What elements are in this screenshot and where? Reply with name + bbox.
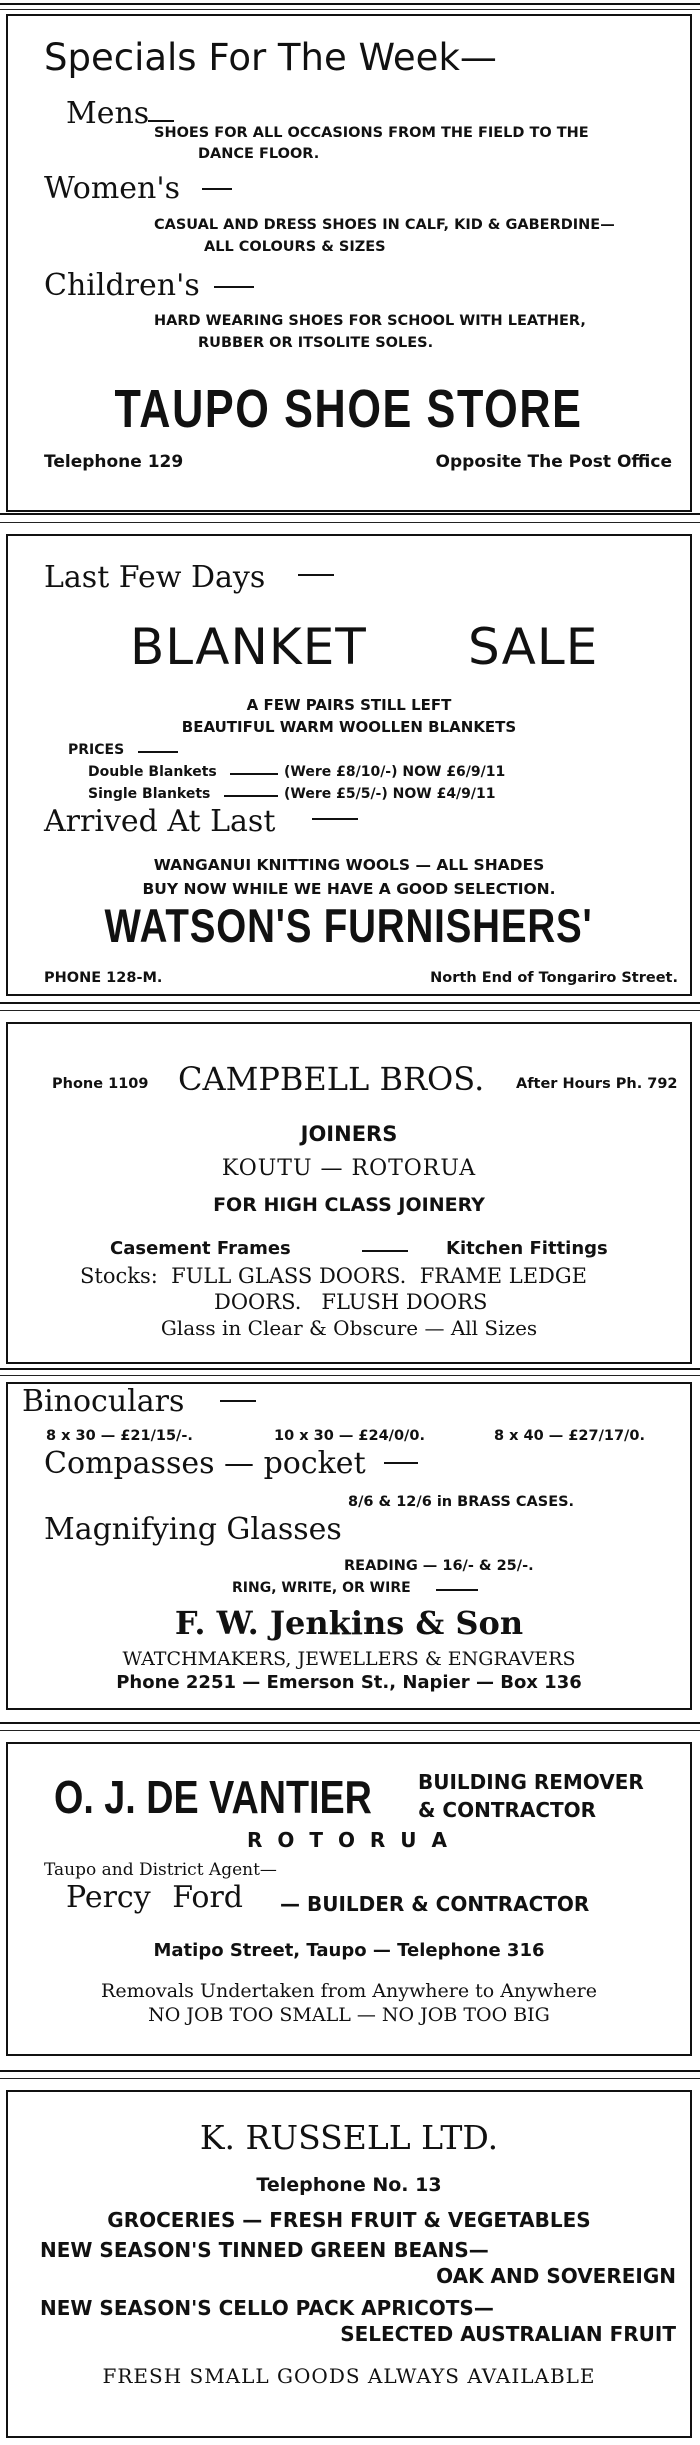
ad2-headline-2: SALE (468, 618, 599, 676)
ad-de-vantier (6, 1742, 692, 2056)
ad4-reading: READING — 16/- & 25/-. (344, 1558, 534, 1574)
ad1-womens-label: Women's (44, 171, 181, 206)
ad2-arrived: Arrived At Last (44, 804, 276, 839)
ad2-single-price: (Were £5/5/-) NOW £4/9/11 (284, 786, 496, 802)
separator-rule (0, 513, 700, 515)
ad5-name-wrap (54, 1770, 442, 1824)
ad-fw-jenkins (6, 1382, 692, 1710)
ad1-womens-dash (202, 188, 232, 190)
ad6-line-4: NEW SEASON'S CELLO PACK APRICOTS— (40, 2296, 494, 2320)
ad1-mens-label: Mens (66, 96, 150, 131)
ad3-glass: Glass in Clear & Obscure — All Sizes (160, 1316, 538, 1340)
separator-rule (0, 1722, 700, 1724)
ad5-town: R O T O R U A (247, 1828, 451, 1852)
ad3-phone: Phone 1109 (52, 1076, 149, 1092)
ad3-item-right: Kitchen Fittings (446, 1238, 608, 1259)
ad2-intro: Last Few Days (44, 560, 266, 595)
ad4-order: RING, WRITE, OR WIRE (232, 1580, 411, 1596)
ad2-wool-1: WANGANUI KNITTING WOOLS — ALL SHADES (153, 856, 545, 874)
ad6-line-5: SELECTED AUSTRALIAN FRUIT (340, 2322, 676, 2346)
ad6-line-1: GROCERIES — FRESH FRUIT & VEGETABLES (107, 2208, 591, 2232)
ad2-wool-2: BUY NOW WHILE WE HAVE A GOOD SELECTION. (142, 880, 556, 898)
ad2-line-2: BEAUTIFUL WARM WOOLLEN BLANKETS (181, 718, 517, 736)
ad-campbell-bros (6, 1022, 692, 1364)
ad5-agent-trade: — BUILDER & CONTRACTOR (280, 1892, 590, 1916)
ad-taupo-shoe-store (6, 14, 692, 512)
separator-rule-thin (0, 1010, 700, 1011)
ad2-headline-1: BLANKET (130, 618, 367, 676)
separator-rule-thin (0, 1730, 700, 1731)
ad4-address: Phone 2251 — Emerson St., Napier — Box 136 (116, 1672, 582, 1693)
separator-rule (0, 1368, 700, 1370)
ad2-store-name-wrap (8, 898, 690, 953)
ad4-compass-price: 8/6 & 12/6 in BRASS CASES. (348, 1494, 575, 1510)
ad2-location: North End of Tongariro Street. (430, 970, 678, 986)
ad5-name: O. J. DE VANTIER (54, 1771, 372, 1823)
top-border-rule-thin (0, 9, 700, 10)
ad3-after-hours: After Hours Ph. 792 (516, 1076, 678, 1092)
ad4-binoculars-dash (220, 1400, 256, 1402)
ad1-womens-text-2: ALL COLOURS & SIZES (204, 239, 386, 255)
ad1-childrens-label: Children's (44, 268, 200, 303)
ad4-binoculars: Binoculars (22, 1384, 185, 1419)
ad1-telephone: Telephone 129 (44, 452, 184, 472)
ad1-womens-text-1: CASUAL AND DRESS SHOES IN CALF, KID & GABERDINE— (154, 217, 615, 233)
ad4-magnifying: Magnifying Glasses (44, 1512, 342, 1547)
separator-rule-thin (0, 1375, 700, 1376)
ad4-bino-3: 8 x 40 — £27/17/0. (494, 1428, 645, 1444)
ad1-mens-text-1: SHOES FOR ALL OCCASIONS FROM THE FIELD TO THE (154, 125, 589, 141)
ad2-arrived-dash (312, 818, 358, 820)
ad3-place: KOUTU — ROTORUA (221, 1156, 477, 1181)
ad1-store-name: TAUPO SHOE STORE (114, 379, 584, 439)
ad3-name: CAMPBELL BROS. (178, 1060, 485, 1098)
ad1-childrens-text-1: HARD WEARING SHOES FOR SCHOOL WITH LEATHER, (154, 313, 586, 329)
ad5-trade-2: & CONTRACTOR (418, 1798, 597, 1822)
ad6-line-3: OAK AND SOVEREIGN (436, 2264, 676, 2288)
ad2-phone: PHONE 128-M. (44, 970, 163, 986)
ad5-agent: Taupo and District Agent— (44, 1860, 277, 1880)
ad1-childrens-dash (214, 286, 254, 288)
ad5-slogan: NO JOB TOO SMALL — NO JOB TOO BIG (148, 2004, 550, 2026)
ad2-prices-dash (138, 751, 178, 753)
ad1-childrens-text-2: RUBBER OR ITSOLITE SOLES. (198, 335, 434, 351)
ad4-firm: F. W. Jenkins & Son (174, 1604, 524, 1642)
ad5-address: Matipo Street, Taupo — Telephone 316 (153, 1940, 545, 1961)
top-border-rule (0, 3, 700, 5)
ad-watsons-furnishers (6, 534, 692, 996)
ad6-footer: FRESH SMALL GOODS ALWAYS AVAILABLE (102, 2364, 596, 2388)
ad4-trades: WATCHMAKERS, JEWELLERS & ENGRAVERS (122, 1648, 576, 1670)
ad4-order-dash (436, 1589, 478, 1591)
ad1-store-name-wrap (8, 378, 690, 440)
ad4-compasses-dash (384, 1462, 418, 1464)
ad2-prices-label: PRICES (68, 742, 125, 758)
ad4-bino-1: 8 x 30 — £21/15/-. (46, 1428, 193, 1444)
ad3-trade: JOINERS (300, 1122, 398, 1146)
ad4-compasses: Compasses — pocket (44, 1446, 366, 1481)
ad2-double-price: (Were £8/10/-) NOW £6/9/11 (284, 764, 506, 780)
ad2-store-name: WATSON'S FURNISHERS' (105, 899, 593, 952)
ad2-line-1: A FEW PAIRS STILL LEFT (246, 696, 452, 714)
ad2-double-dash (230, 773, 278, 775)
ad6-line-2: NEW SEASON'S TINNED GREEN BEANS— (40, 2238, 489, 2262)
ad-k-russell (6, 2090, 692, 2438)
separator-rule (0, 1002, 700, 1004)
ad6-telephone: Telephone No. 13 (256, 2174, 442, 2196)
ad1-mens-dash (148, 120, 174, 122)
ad4-bino-2: 10 x 30 — £24/0/0. (274, 1428, 425, 1444)
ad6-name: K. RUSSELL LTD. (199, 2118, 499, 2157)
ad2-single-dash (224, 795, 278, 797)
ad2-intro-dash (298, 574, 334, 576)
ad1-mens-text-2: DANCE FLOOR. (198, 146, 320, 162)
ad3-tagline: FOR HIGH CLASS JOINERY (213, 1194, 485, 1216)
separator-rule (0, 2070, 700, 2072)
ad5-trade-1: BUILDING REMOVER (418, 1770, 644, 1794)
ad2-single-label: Single Blankets (88, 786, 211, 802)
ad5-removals: Removals Undertaken from Anywhere to Anywhere (101, 1980, 597, 2002)
ad3-stocks-1: Stocks: FULL GLASS DOORS. FRAME LEDGE (80, 1264, 587, 1288)
ad1-location: Opposite The Post Office (435, 452, 672, 472)
separator-rule-thin (0, 522, 700, 523)
ad3-stocks-2: DOORS. FLUSH DOORS (214, 1290, 488, 1314)
ad1-headline: Specials For The Week— (44, 36, 497, 79)
ad3-item-left: Casement Frames (110, 1238, 291, 1259)
ad5-agent-name: Percy Ford (66, 1880, 243, 1915)
ad2-double-label: Double Blankets (88, 764, 217, 780)
separator-rule-thin (0, 2078, 700, 2079)
ad3-item-dash (362, 1250, 408, 1252)
